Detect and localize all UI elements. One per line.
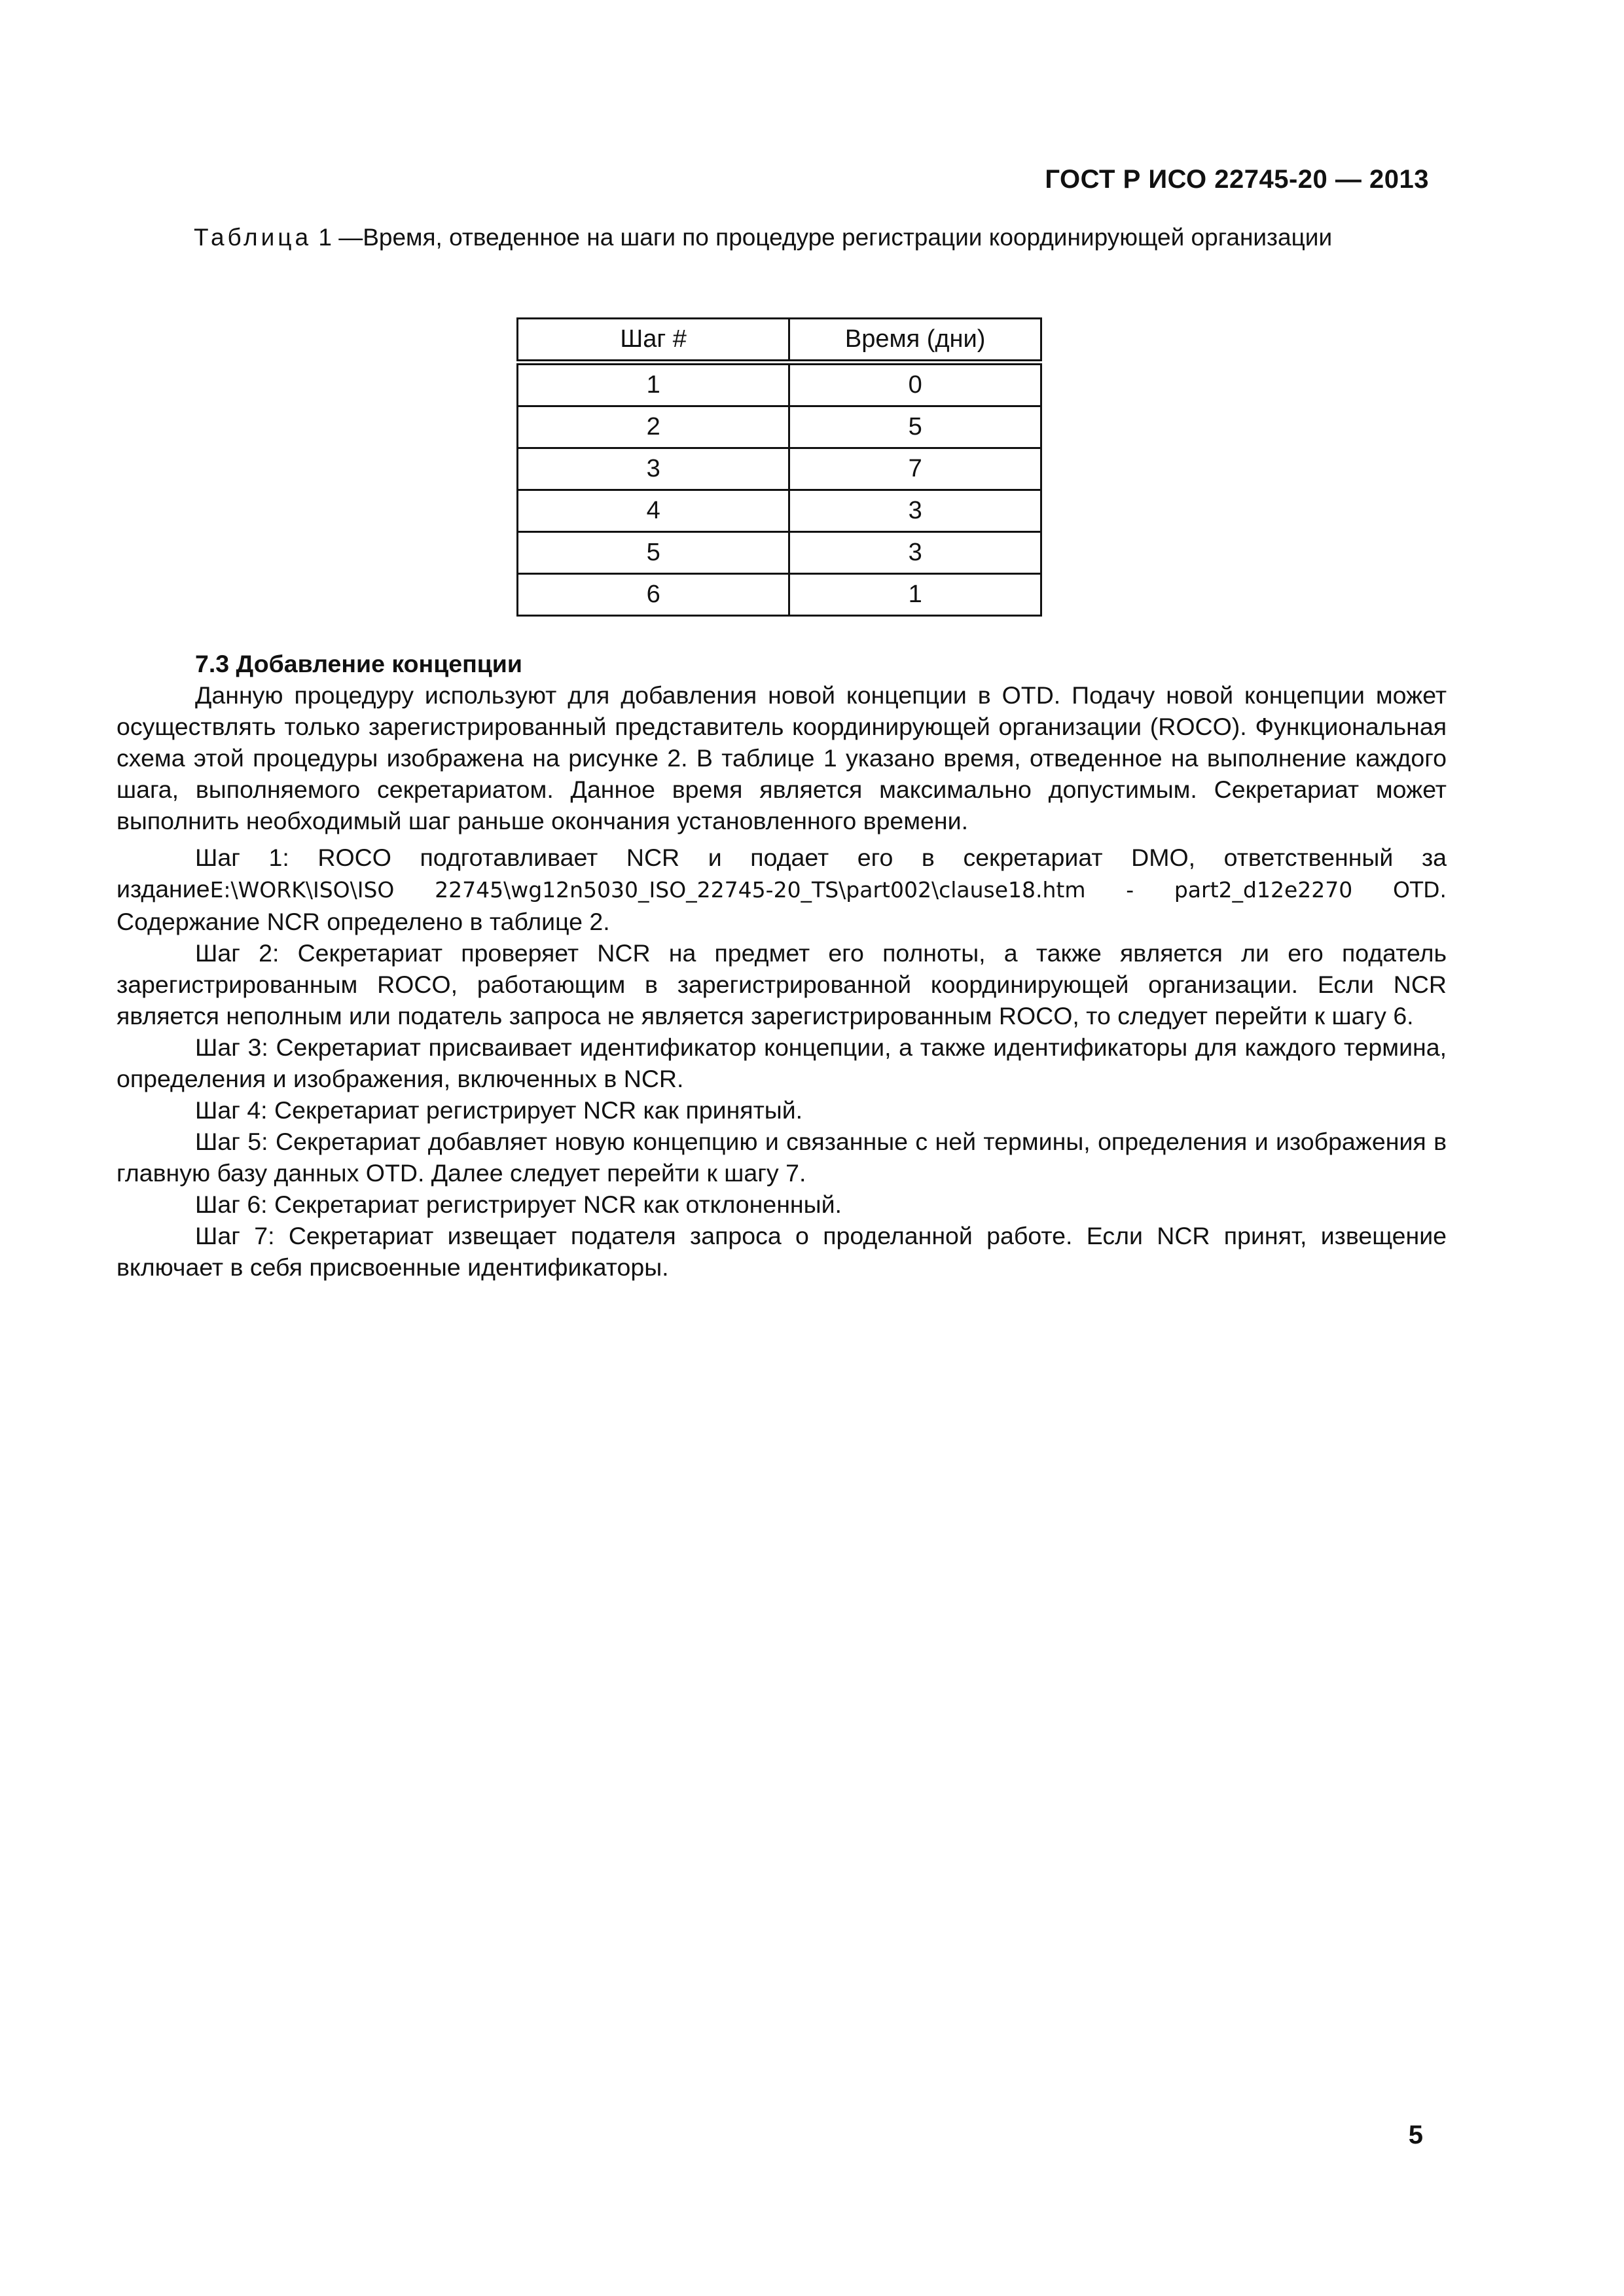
step-time-table <box>516 317 1042 617</box>
table-cell-time: 1 <box>789 574 1041 616</box>
step-3-paragraph: Шаг 3: Секретариат присваивает идентификатор концепции, а также идентификаторы для каждого термина, определения и изображения, включенных в NCR. <box>117 1033 1447 1092</box>
step-4-paragraph: Шаг 4: Секретариат регистрирует NCR как принятый. <box>195 1096 803 1124</box>
table-cell-time: 5 <box>789 406 1041 448</box>
step-1-text-continued: Содержание NCR определено в таблице 2. <box>117 908 610 935</box>
table-cell-step: 3 <box>518 448 789 490</box>
step-5-paragraph: Шаг 5: Секретариат добавляет новую концепцию и связанные с ней термины, определения и изображения в главную базу данных OTD. Далее следует перейти к шагу 7. <box>117 1128 1447 1187</box>
step-2-paragraph: Шаг 2: Секретариат проверяет NCR на предмет его полноты, а также является ли его податель зарегистрированным ROCO, работающим в зарегистрированной координирующей организации. Если NCR является неполным или податель запроса не является зарегистрированным ROCO, то следует перейти к шагу 6. <box>117 939 1447 1030</box>
table-caption-label: Таблица <box>194 224 312 251</box>
table-caption-text: Время, отведенное на шаги по процедуре регистрации координирующей организации <box>363 224 1333 251</box>
table-row <box>518 406 1041 448</box>
step-1-link-path: E:\WORK\ISO\ISO 22745\wg12n5030_ISO_22745-20_TS\part002\clause18.htm - part2_d12e2270 OTD. <box>209 877 1447 903</box>
table-caption-number: 1 — <box>318 224 363 251</box>
section-intro: Данную процедуру используют для добавления новой концепции в OTD. Подачу новой концепции может осуществлять только зарегистрированный представитель координирующей организации (ROCO). Функциональная схема этой процедуры изображена на рисунке 2. В таблице 1 указано время, отведенное на выполнение каждого шага, выполняемого секретариатом. Данное время является максимально допустимым. Секретариат может выполнить необходимый шаг раньше окончания установленного времени. <box>117 681 1447 834</box>
step-6-paragraph: Шаг 6: Секретариат регистрирует NCR как отклоненный. <box>195 1191 842 1218</box>
table-caption <box>117 221 1424 254</box>
table-cell-step: 4 <box>518 490 789 532</box>
document-header: ГОСТ Р ИСО 22745-20 — 2013 <box>1045 165 1429 194</box>
table-row <box>518 532 1041 574</box>
table-row <box>518 490 1041 532</box>
table-header-row <box>518 319 1041 363</box>
table-row <box>518 574 1041 616</box>
table-cell-step: 5 <box>518 532 789 574</box>
table-cell-step: 2 <box>518 406 789 448</box>
section-heading: 7.3 Добавление концепции <box>195 650 522 677</box>
table-cell-time: 0 <box>789 363 1041 406</box>
table-cell-step: 6 <box>518 574 789 616</box>
table-row <box>518 448 1041 490</box>
table-cell-time: 3 <box>789 532 1041 574</box>
step-1-paragraph <box>117 842 1447 937</box>
table-cell-step: 1 <box>518 363 789 406</box>
column-header-time: Время (дни) <box>789 319 1041 363</box>
section-body <box>117 648 1447 1283</box>
step-1-text: Шаг 1: ROCO подготавливает NCR и подает его в секретариат DMO, ответственный за издание <box>117 844 1447 903</box>
step-7-paragraph: Шаг 7: Секретариат извещает подателя запроса о проделанной работе. Если NCR принят, извещение включает в себя присвоенные идентификаторы. <box>117 1222 1447 1281</box>
table-cell-time: 7 <box>789 448 1041 490</box>
column-header-step: Шаг # <box>518 319 789 363</box>
page-number: 5 <box>1408 2121 1423 2149</box>
table-row <box>518 363 1041 406</box>
table-cell-time: 3 <box>789 490 1041 532</box>
